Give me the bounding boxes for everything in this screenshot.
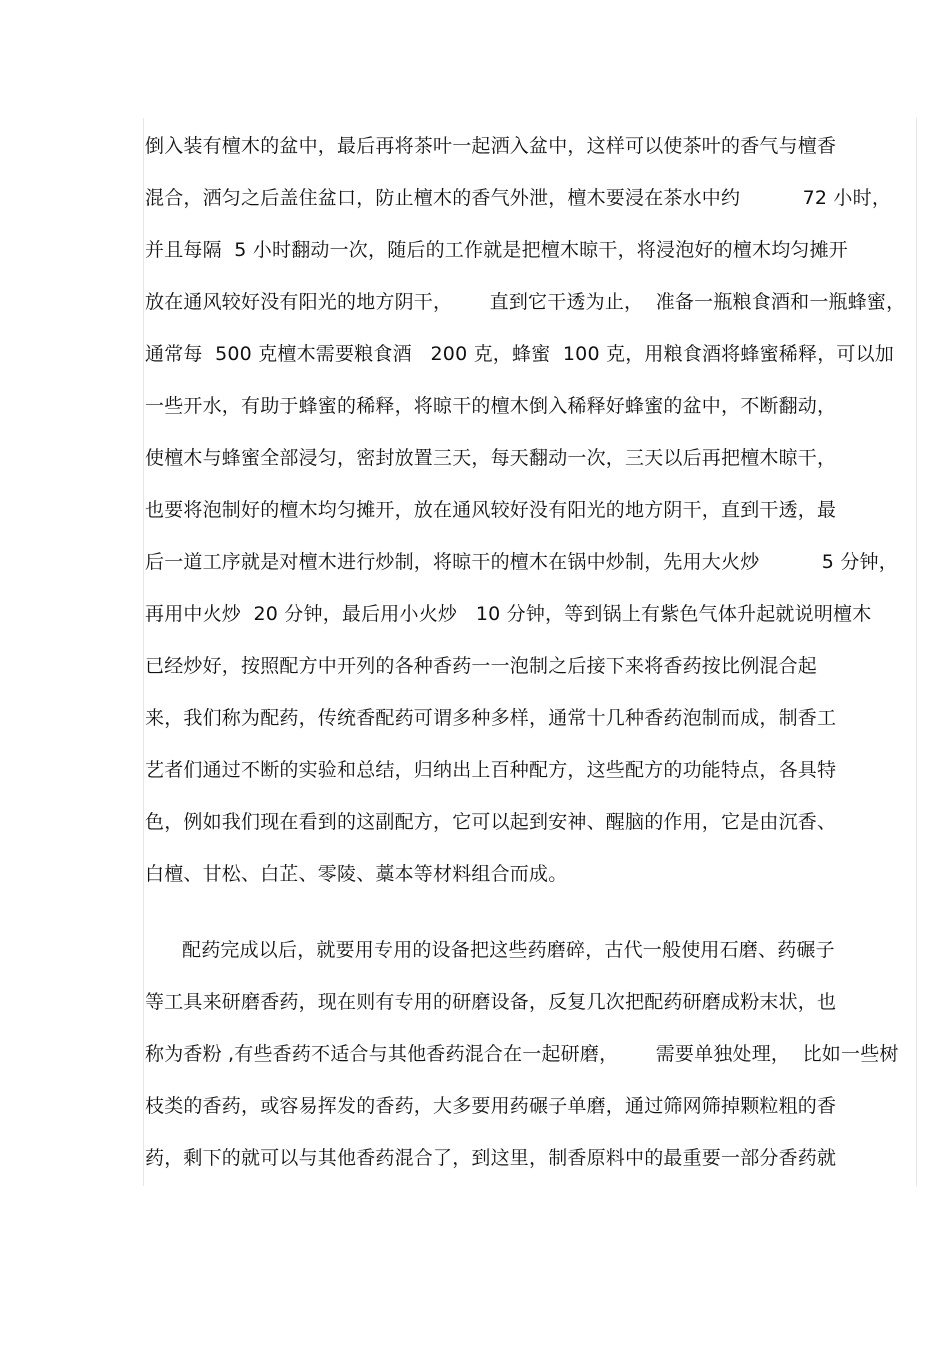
text-line: 白檀、甘松、白芷、零陵、藁本等材料组合而成。 [145, 863, 568, 885]
text-line: 放在通风较好没有阳光的地方阴干， 直到它干透为止， 准备一瓶粮食酒和一瓶蜂蜜， [145, 291, 906, 313]
text-line: 等工具来研磨香药，现在则有专用的研磨设备，反复几次把配药研磨成粉末状，也 [145, 991, 837, 1013]
text-line: 配药完成以后，就要用专用的设备把这些药磨碎，古代一般使用石磨、药碾子 [182, 939, 835, 961]
text-line: 艺者们通过不断的实验和总结，归纳出上百种配方，这些配方的功能特点，各具特 [145, 759, 837, 781]
page-right-border [916, 118, 917, 1186]
text-line: 已经炒好，按照配方中开列的各种香药一一泡制之后接下来将香药按比例混合起 [145, 655, 818, 677]
text-line: 混合，洒匀之后盖住盆口，防止檀木的香气外泄，檀木要浸在茶水中约 72 小时， [145, 187, 892, 209]
text-line: 通常每 500 克檀木需要粮食酒 200 克，蜂蜜 100 克，用粮食酒将蜂蜜稀释，可以加 [145, 343, 894, 365]
text-line: 也要将泡制好的檀木均匀摊开，放在通风较好没有阳光的地方阴干，直到干透，最 [145, 499, 837, 521]
text-line: 并且每隔 5 小时翻动一次，随后的工作就是把檀木晾干，将浸泡好的檀木均匀摊开 [145, 239, 849, 261]
text-line: 枝类的香药，或容易挥发的香药，大多要用药碾子单磨，通过筛网筛掉颗粒粗的香 [145, 1095, 837, 1117]
text-line: 来，我们称为配药，传统香配药可谓多种多样，通常十几种香药泡制而成，制香工 [145, 707, 837, 729]
text-line: 再用中火炒 20 分钟，最后用小火炒 10 分钟，等到锅上有紫色气体升起就说明檀木 [145, 603, 872, 625]
text-line: 色，例如我们现在看到的这副配方，它可以起到安神、醒脑的作用，它是由沉香、 [145, 811, 837, 833]
text-line: 一些开水，有助于蜂蜜的稀释，将晾干的檀木倒入稀释好蜂蜜的盆中，不断翻动， [145, 395, 837, 417]
page-left-border [143, 118, 144, 1186]
text-line: 药，剩下的就可以与其他香药混合了，到这里，制香原料中的最重要一部分香药就 [145, 1147, 837, 1169]
text-line: 后一道工序就是对檀木进行炒制，将晾干的檀木在锅中炒制，先用大火炒 5 分钟， [145, 551, 898, 573]
text-line: 使檀木与蜂蜜全部浸匀，密封放置三天，每天翻动一次，三天以后再把檀木晾干， [145, 447, 837, 469]
text-line: 倒入装有檀木的盆中，最后再将茶叶一起洒入盆中，这样可以使茶叶的香气与檀香 [145, 135, 837, 157]
text-line: 称为香粉 ,有些香药不适合与其他香药混合在一起研磨， 需要单独处理， 比如一些树 [145, 1043, 899, 1065]
